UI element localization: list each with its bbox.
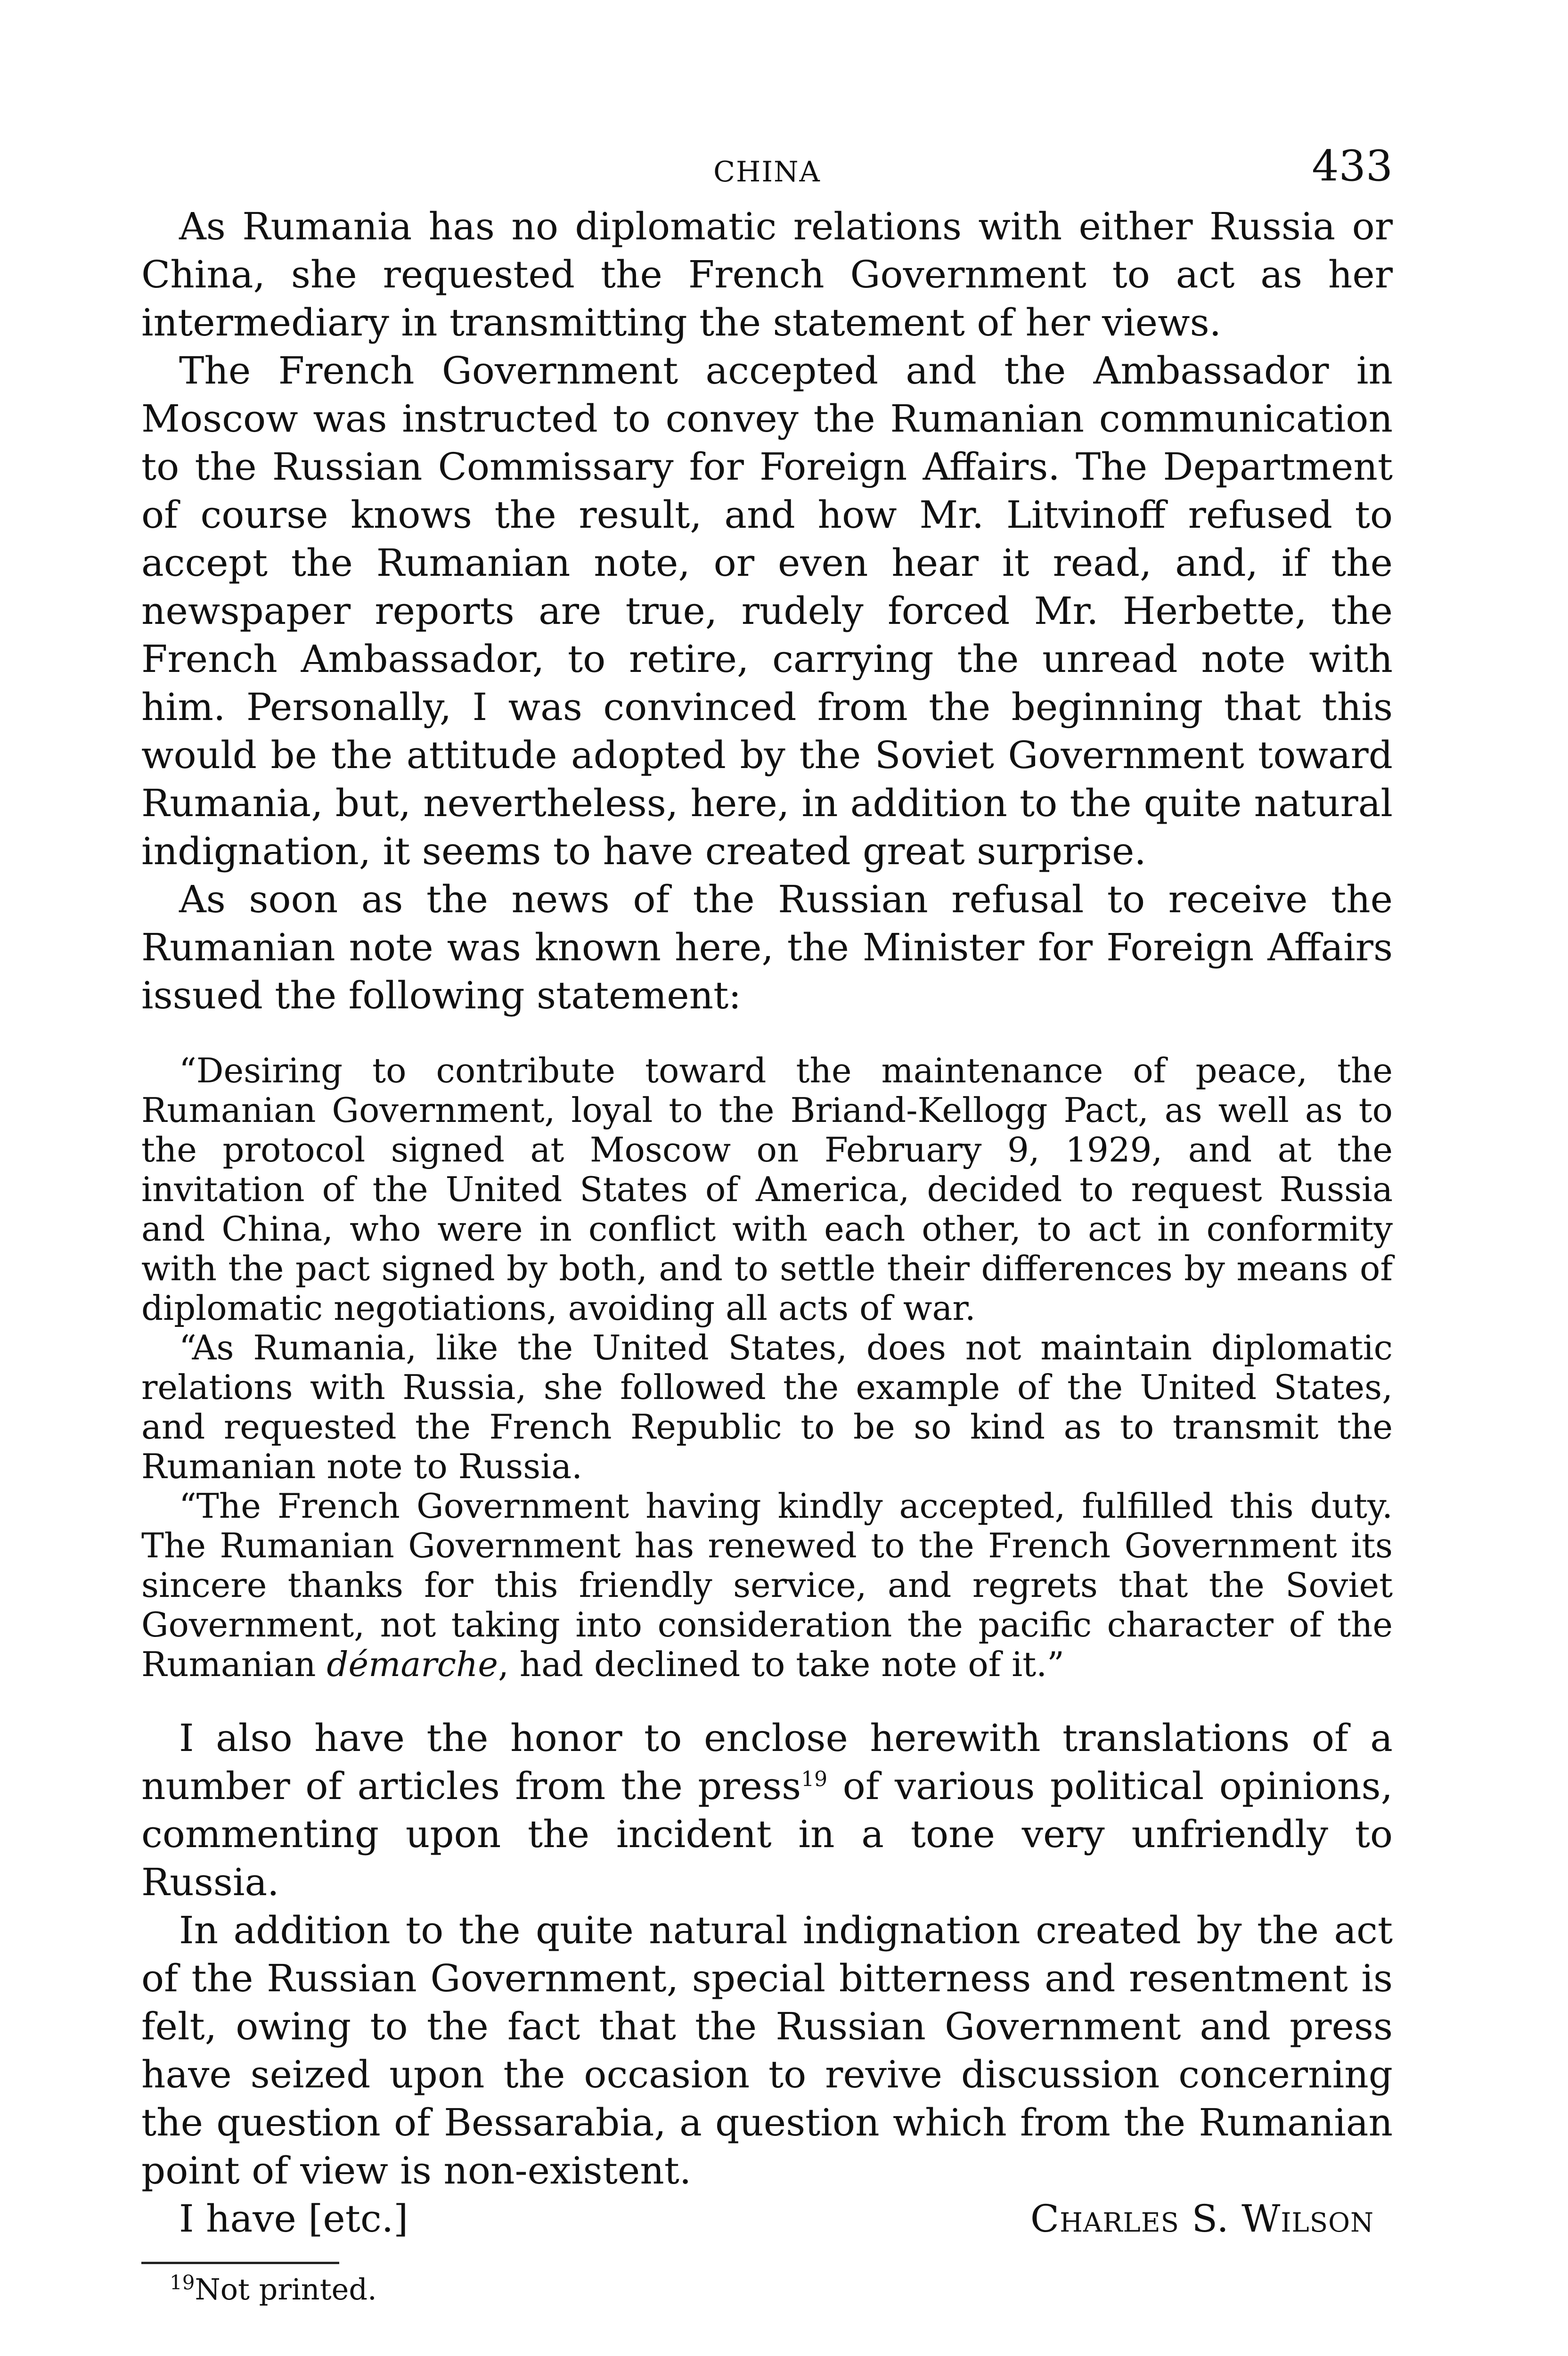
block-quote [141,1051,1393,1684]
running-title: CHINA [713,155,821,188]
quote-text: , had declined to take note of it.” [498,1644,1064,1684]
footnote-divider [141,2262,339,2264]
paragraph: The French Government accepted and the Ambassador in Moscow was instructed to convey the Rumanian communication to the Russian Commissary for Foreign Affairs. The Department of course knows the result, and how Mr. Litvinoff refused to accept the Rumanian note, or even hear it read, and, if the newspaper reports are true, rudely forced Mr. Herbette, the French Ambassador, to retire, carrying the unread note with him. Personally, I was convinced from the beginning that this would be the attitude adopted by the Soviet Government toward Rumania, but, nevertheless, here, in addition to the quite natural indignation, it seems to have created great surprise. [141,349,1393,873]
paragraph-text: of various political opinions, commenting upon the incident in a tone very unfriendly to Russia. [141,1764,1393,1904]
body-before-quote [141,203,1393,1020]
paragraph: As Rumania has no diplomatic relations with either Russia or China, she requested the French Government to act as her intermediary in transmitting the statement of her views. [141,205,1393,344]
paragraph [141,1714,1393,1906]
quote-paragraph [141,1486,1393,1684]
quote-paragraph: “As Rumania, like the United States, does not maintain diplomatic relations with Russia, she followed the example of the United States, and requested the French Republic to be so kind as to transmit the Rumanian note to Russia. [141,1328,1393,1486]
paragraph-text: I also have the honor to enclose herewith translations of a number of articles from the press [141,1716,1393,1808]
footnote-text: Not printed. [195,2272,377,2307]
paragraph: In addition to the quite natural indignation created by the act of the Russian Government, special bitterness and resentment is felt, owing to the fact that the Russian Government and press have seized upon the occasion to revive discussion concerning the question of Bessarabia, a question which from the Rumanian point of view is non-existent. [141,1908,1393,2192]
footnote-number: 19 [170,2271,195,2294]
signature: Charles S. Wilson [1030,2197,1374,2241]
closing-line [141,2195,1393,2243]
paragraph: As soon as the news of the Russian refusal to receive the Rumanian note was known here, the Minister for Foreign Affairs issued the following statement: [141,877,1393,1017]
footnote [141,2271,1393,2308]
body-after-quote [141,1714,1393,2195]
running-head [141,141,1393,203]
quote-italic-term: démarche [327,1644,498,1684]
quote-paragraph: “Desiring to contribute toward the maintenance of peace, the Rumanian Government, loyal to the Briand-Kellogg Pact, as well as to the protocol signed at Moscow on February 9, 1929, and at the invitation of the United States of America, decided to request Russia and China, who were in conflict with each other, to act in conformity with the pact signed by both, and to settle their differences by means of diplomatic negotiations, avoiding all acts of war. [141,1051,1393,1328]
quote-text: “The French Government having kindly accepted, fulfilled this duty. The Rumanian Government has renewed to the French Government its sincere thanks for this friendly service, and regrets that the Soviet Government, not taking into consideration the pacific character of the Rumanian [141,1486,1393,1684]
document-page [141,141,1393,2308]
complimentary-close: I have [etc.] [179,2197,408,2241]
page-number: 433 [1312,141,1393,191]
footnote-reference[interactable]: 19 [801,1767,828,1792]
